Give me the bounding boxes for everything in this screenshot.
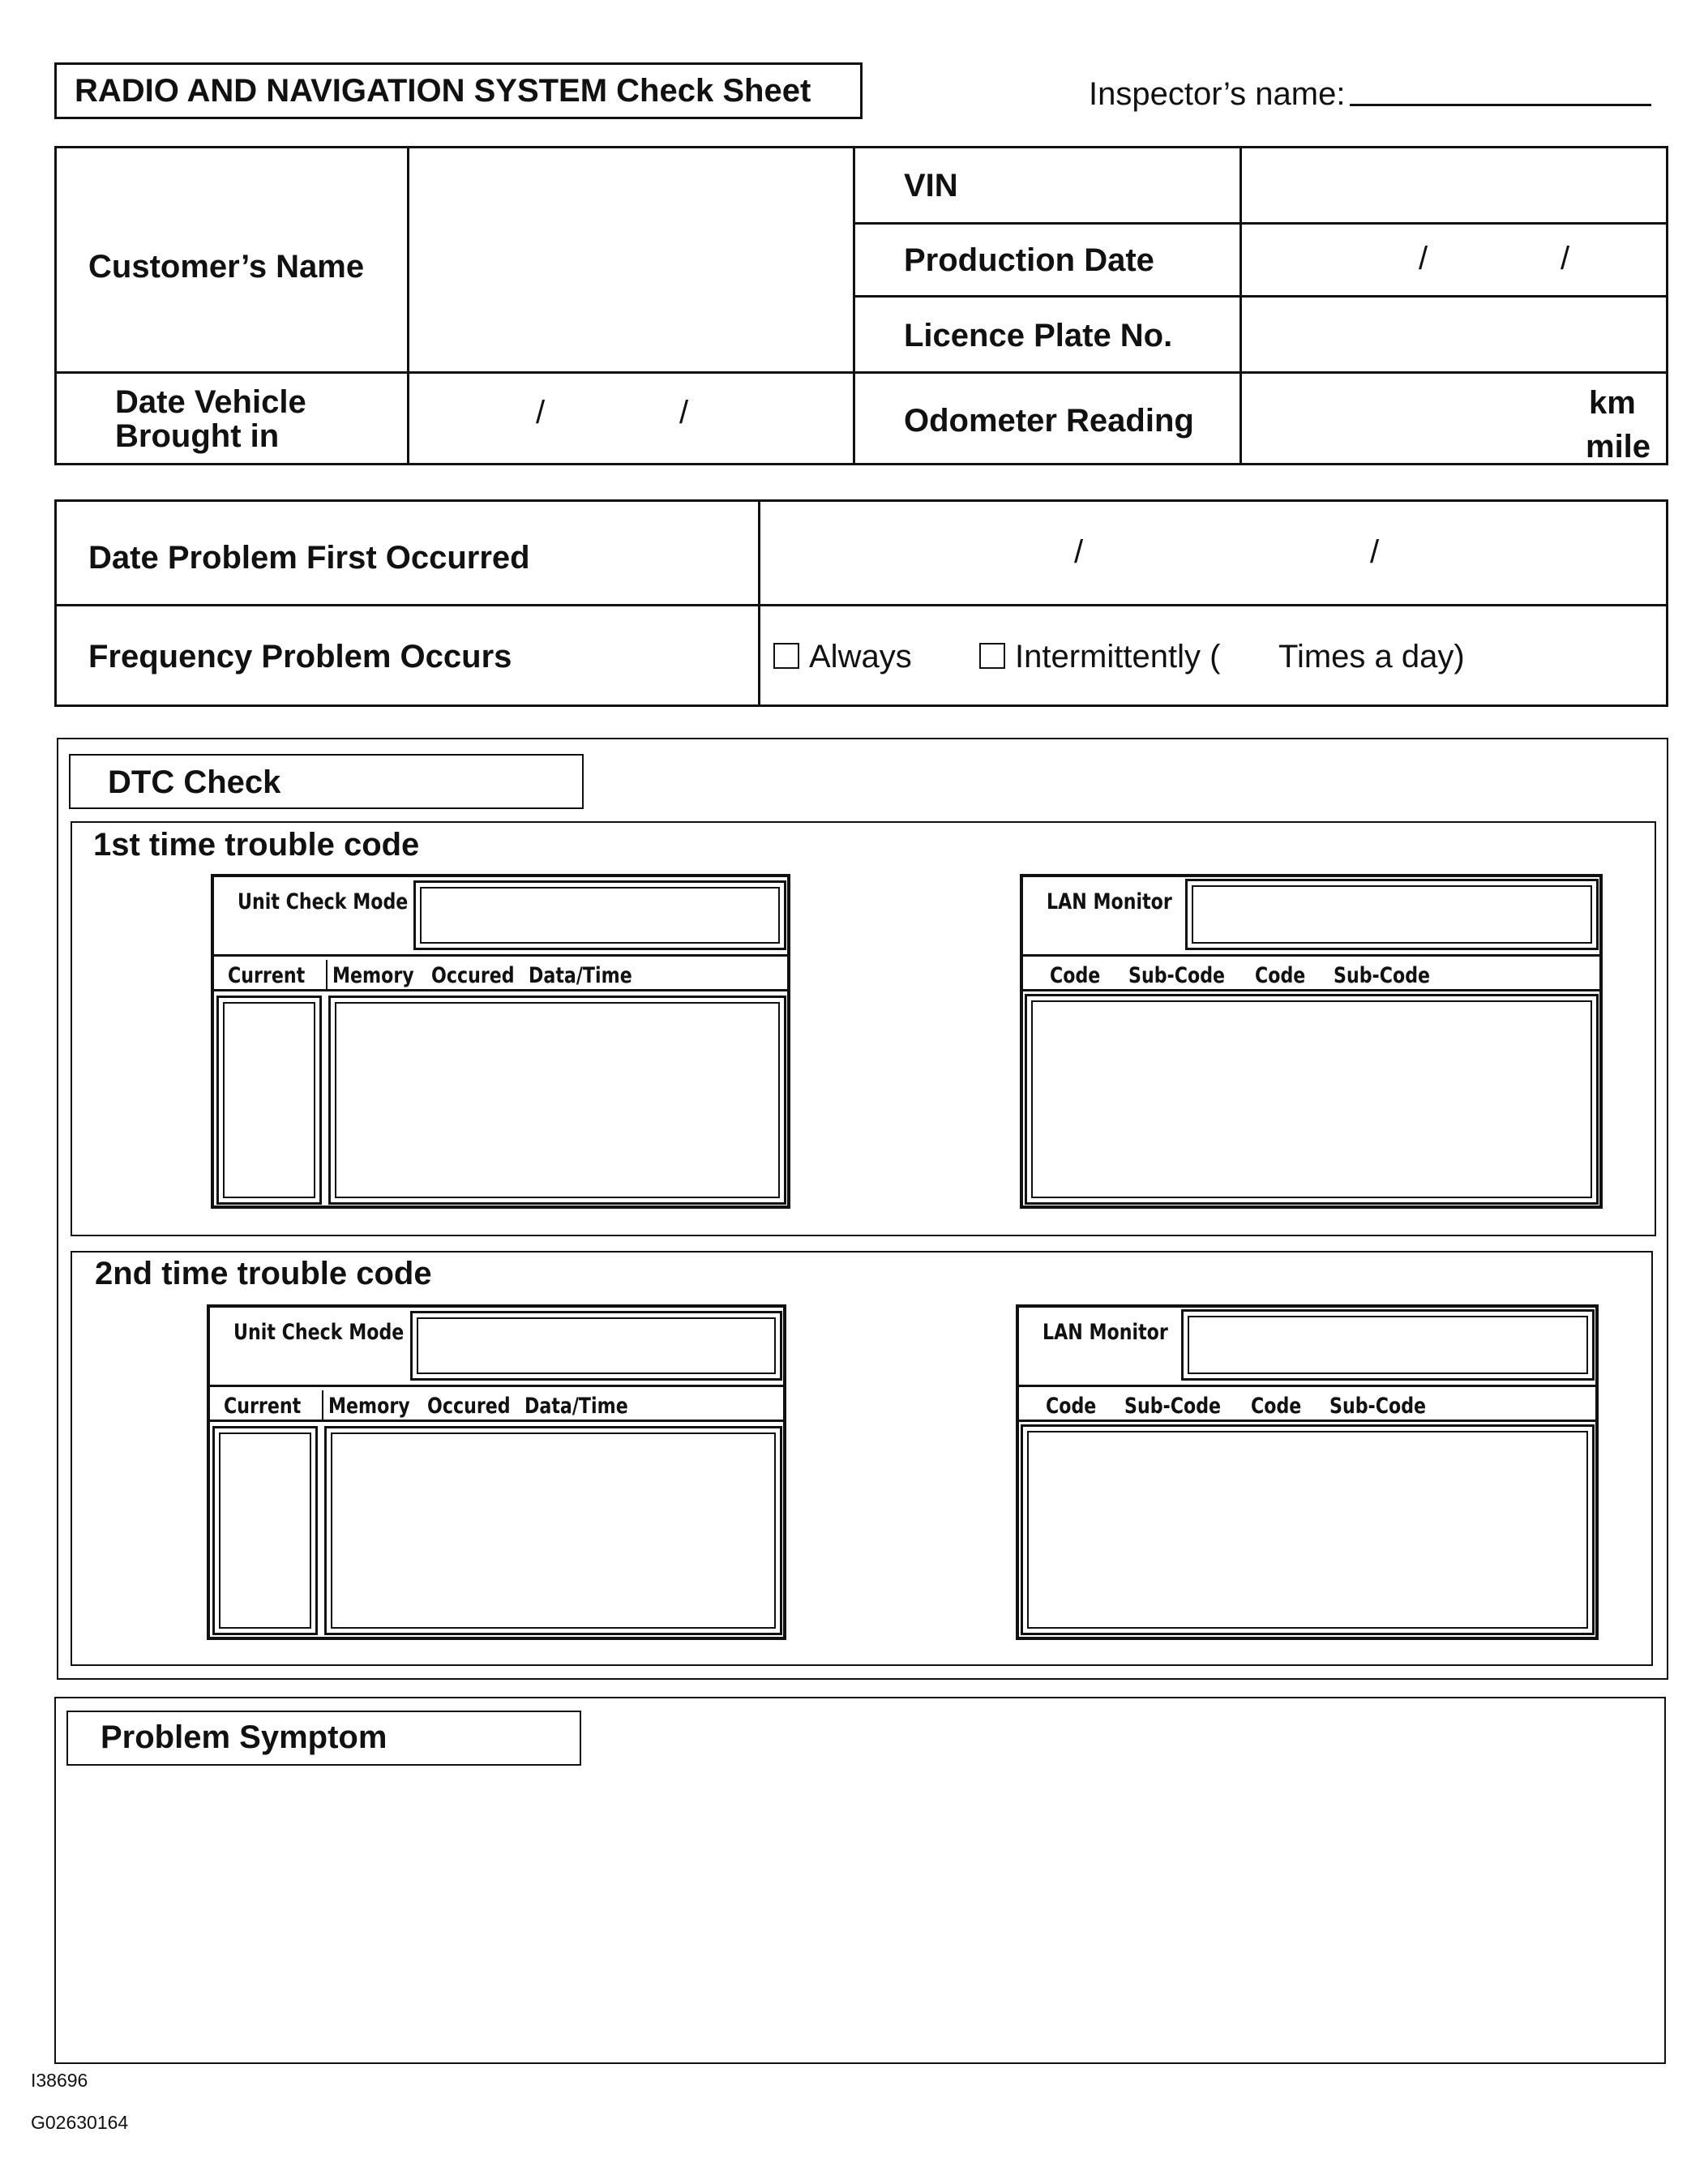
lan-monitor-field[interactable] xyxy=(1181,1309,1595,1381)
times-a-day-field[interactable] xyxy=(1220,632,1273,673)
lan-codes-field[interactable] xyxy=(1025,994,1599,1205)
intermittently-label: Intermittently ( xyxy=(1015,639,1221,674)
code-header: Code xyxy=(1255,963,1306,988)
date-brought-in-field[interactable] xyxy=(409,374,853,463)
lan-monitor-field[interactable] xyxy=(1185,879,1599,950)
date-separator: / xyxy=(1419,241,1428,276)
current-header: Current xyxy=(224,1394,302,1419)
subcode-header: Sub-Code xyxy=(1124,1394,1222,1419)
lan-codes-field[interactable] xyxy=(1021,1424,1595,1635)
times-a-day-label: Times a day) xyxy=(1278,639,1465,674)
date-brought-in-label: Date Vehicle xyxy=(115,384,306,420)
date-separator: / xyxy=(1074,534,1084,570)
odometer-label: Odometer Reading xyxy=(904,403,1194,439)
licence-plate-field[interactable] xyxy=(1242,298,1666,371)
unit-mile: mile xyxy=(1586,429,1651,465)
vin-label: VIN xyxy=(904,168,958,203)
first-occurred-field[interactable] xyxy=(760,502,1666,604)
code-header: Code xyxy=(1251,1394,1302,1419)
datatime-header: Data/Time xyxy=(529,963,632,988)
code-header: Code xyxy=(1046,1394,1097,1419)
first-trouble-code-title: 1st time trouble code xyxy=(93,827,420,863)
memory-header: Memory xyxy=(328,1394,410,1419)
checkbox-square xyxy=(979,643,1005,669)
always-checkbox[interactable] xyxy=(773,639,912,675)
subcode-header: Sub-Code xyxy=(1334,963,1431,988)
checkbox-square xyxy=(773,643,799,669)
inspector-name-label: Inspector’s name: xyxy=(1089,76,1346,112)
customer-name-label: Customer’s Name xyxy=(88,249,365,285)
current-codes-field[interactable] xyxy=(216,996,322,1205)
subcode-header: Sub-Code xyxy=(1128,963,1226,988)
dtc-section-title-box xyxy=(69,754,584,809)
date-separator: / xyxy=(679,395,689,430)
inspector-name-field[interactable] xyxy=(1350,104,1651,106)
lan-monitor-label: LAN Monitor xyxy=(1043,1320,1168,1345)
occured-header: Occured xyxy=(431,963,515,988)
document-ref: G02630164 xyxy=(31,2112,129,2133)
subcode-header: Sub-Code xyxy=(1329,1394,1427,1419)
date-separator: / xyxy=(1561,241,1570,276)
always-label: Always xyxy=(809,639,912,674)
problem-symptom-title-box xyxy=(66,1711,581,1766)
production-date-field[interactable] xyxy=(1242,225,1666,295)
vin-field[interactable] xyxy=(1242,148,1666,222)
unit-km: km xyxy=(1589,385,1636,421)
intermittently-checkbox[interactable] xyxy=(979,639,1220,675)
occured-header: Occured xyxy=(427,1394,511,1419)
problem-symptom-field[interactable] xyxy=(65,1775,1658,2055)
production-date-label: Production Date xyxy=(904,242,1154,278)
frequency-label: Frequency Problem Occurs xyxy=(88,639,512,674)
customer-name-field[interactable] xyxy=(409,148,853,371)
unit-check-mode-field[interactable] xyxy=(413,880,786,950)
date-brought-in-label: Brought in xyxy=(115,418,280,454)
memory-codes-field[interactable] xyxy=(328,996,786,1205)
unit-check-mode-field[interactable] xyxy=(410,1311,782,1381)
memory-header: Memory xyxy=(332,963,414,988)
odometer-field[interactable] xyxy=(1242,374,1666,463)
licence-plate-label: Licence Plate No. xyxy=(904,318,1173,353)
figure-ref: I38696 xyxy=(31,2070,88,2091)
date-separator: / xyxy=(536,395,546,430)
unit-check-mode-label: Unit Check Mode xyxy=(233,1320,405,1345)
page-title: RADIO AND NAVIGATION SYSTEM Check Sheet xyxy=(75,73,811,109)
current-codes-field[interactable] xyxy=(212,1426,318,1635)
first-occurred-label: Date Problem First Occurred xyxy=(88,540,530,576)
second-trouble-code-title: 2nd time trouble code xyxy=(95,1256,432,1291)
dtc-section-title: DTC Check xyxy=(108,764,281,800)
current-header: Current xyxy=(228,963,306,988)
problem-symptom-title: Problem Symptom xyxy=(101,1719,387,1755)
datatime-header: Data/Time xyxy=(524,1394,628,1419)
memory-codes-field[interactable] xyxy=(324,1426,782,1635)
lan-monitor-label: LAN Monitor xyxy=(1047,889,1172,914)
code-header: Code xyxy=(1050,963,1101,988)
unit-check-mode-label: Unit Check Mode xyxy=(238,889,409,914)
date-separator: / xyxy=(1370,534,1380,570)
title-box xyxy=(54,62,863,119)
